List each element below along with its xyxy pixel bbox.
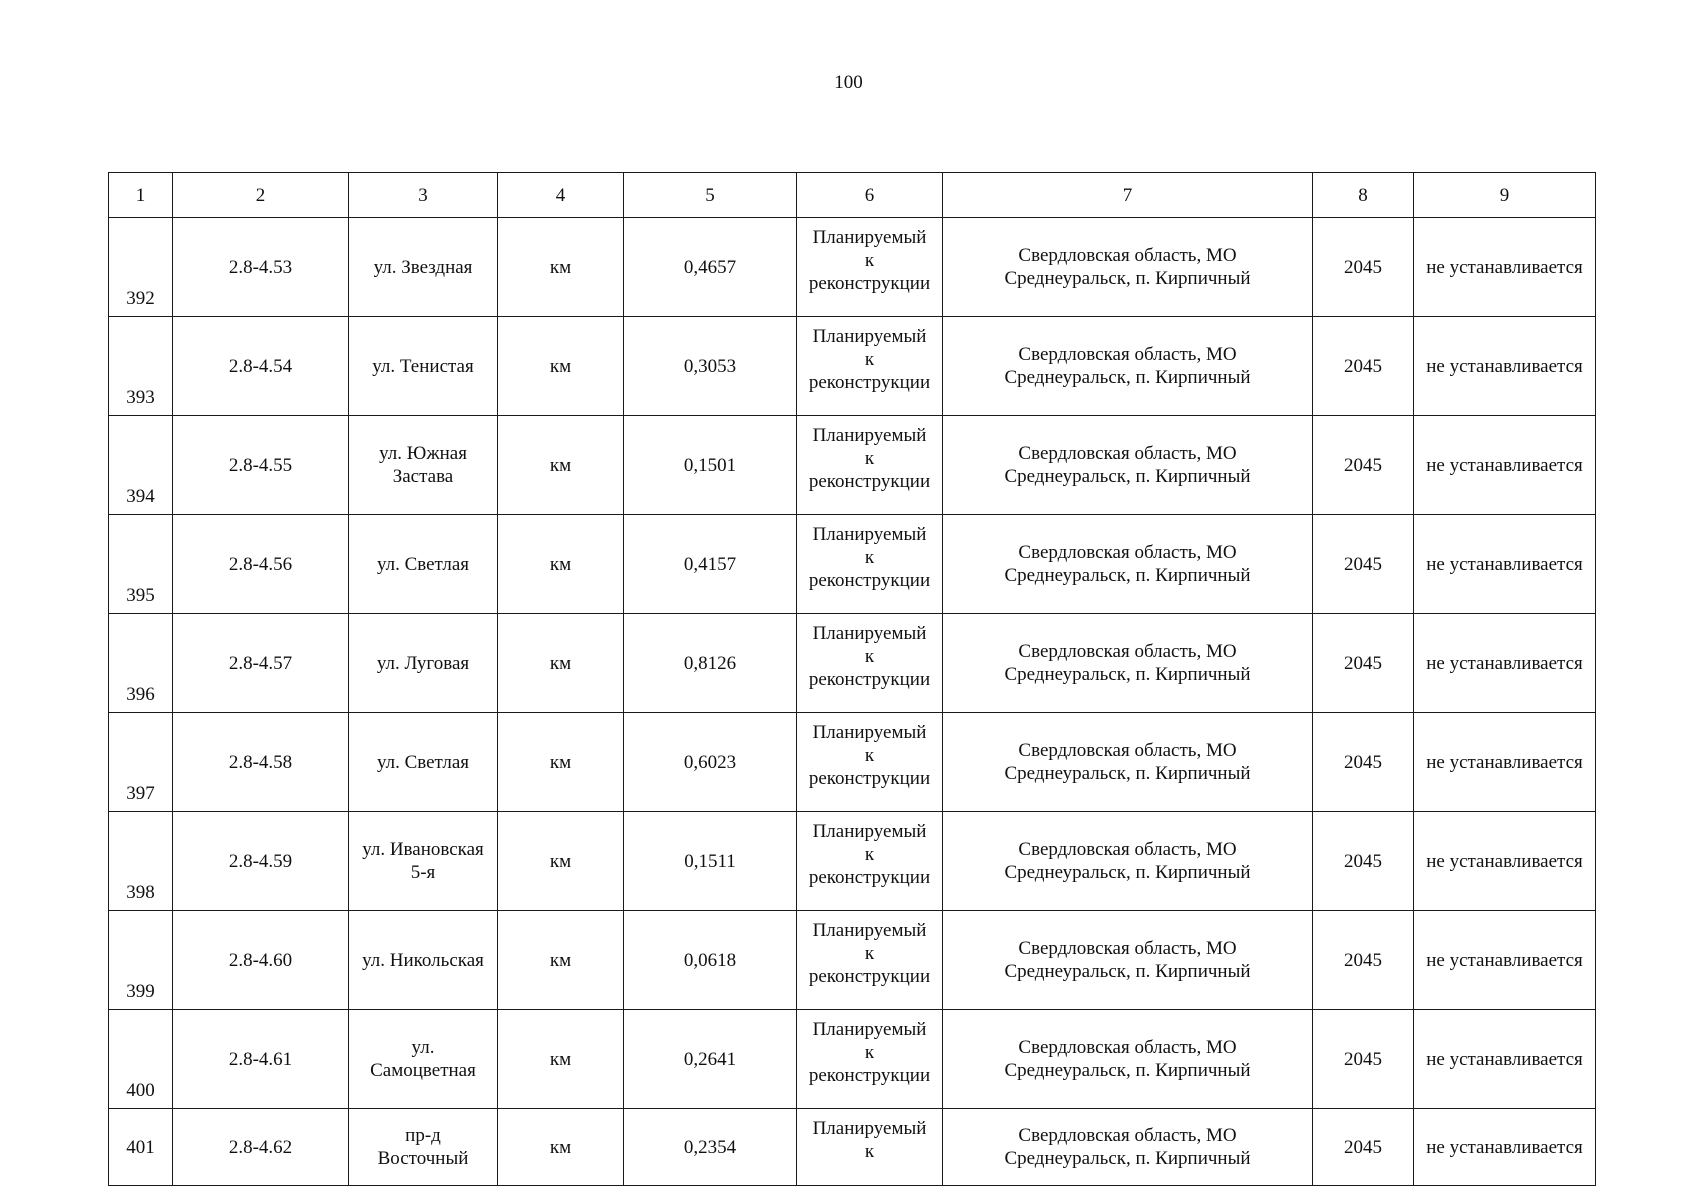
object-code-cell (173, 713, 349, 812)
object-code-cell (173, 515, 349, 614)
year-cell (1313, 416, 1414, 515)
object-code-cell-text: 2.8-4.53 (228, 256, 293, 278)
year-cell-text: 2045 (1344, 355, 1382, 377)
column-header: 9 (1414, 173, 1596, 218)
unit-cell-text: км (549, 1048, 572, 1070)
length-value-cell (624, 911, 797, 1010)
unit-cell (498, 218, 624, 317)
object-code-cell (173, 1109, 349, 1186)
location-cell-text: Свердловская область, МО Среднеуральск, п. Кирпичный (1004, 1037, 1251, 1081)
row-number-cell-text: 393 (126, 387, 155, 408)
zone-cell (1414, 713, 1596, 812)
status-cell-text: Планируемый к реконструкции (808, 920, 931, 987)
location-cell (943, 218, 1313, 317)
row-number-cell-text: 395 (126, 585, 155, 606)
row-number-cell-text: 401 (126, 1136, 155, 1158)
year-cell (1313, 812, 1414, 911)
object-code-cell-text: 2.8-4.58 (228, 751, 293, 773)
length-value-cell-text: 0,4157 (683, 553, 737, 575)
location-cell (943, 812, 1313, 911)
location-cell (943, 416, 1313, 515)
row-number-cell (109, 614, 173, 713)
object-code-cell-text: 2.8-4.57 (228, 652, 293, 674)
object-code-cell (173, 614, 349, 713)
object-name-cell-text: ул. Тенистая (372, 355, 474, 377)
unit-cell-text: км (549, 454, 572, 476)
row-number-cell (109, 1109, 173, 1186)
year-cell (1313, 218, 1414, 317)
length-value-cell (624, 812, 797, 911)
column-header: 3 (349, 173, 498, 218)
table-row (109, 614, 1596, 713)
unit-cell (498, 911, 624, 1010)
zone-cell (1414, 812, 1596, 911)
zone-cell (1414, 1109, 1596, 1186)
location-cell (943, 614, 1313, 713)
object-name-cell-text: ул. Никольская (362, 949, 484, 971)
table-row (109, 515, 1596, 614)
length-value-cell-text: 0,2641 (683, 1048, 737, 1070)
length-value-cell-text: 0,4657 (683, 256, 737, 278)
object-name-cell (349, 812, 498, 911)
unit-cell-text: км (549, 652, 572, 674)
unit-cell-text: км (549, 553, 572, 575)
location-cell-text: Свердловская область, МО Среднеуральск, п. Кирпичный (1004, 740, 1251, 784)
zone-cell-text: не устанавливается (1426, 949, 1583, 971)
table-row (109, 713, 1596, 812)
object-name-cell (349, 317, 498, 416)
object-code-cell-text: 2.8-4.62 (228, 1136, 293, 1158)
zone-cell (1414, 515, 1596, 614)
object-name-cell-text: пр-д Восточный (377, 1125, 469, 1169)
status-cell (797, 1109, 943, 1186)
length-value-cell (624, 614, 797, 713)
location-cell-text: Свердловская область, МО Среднеуральск, п. Кирпичный (1004, 344, 1251, 388)
length-value-cell (624, 1010, 797, 1109)
status-cell (797, 713, 943, 812)
row-number-cell (109, 515, 173, 614)
zone-cell-text: не устанавливается (1426, 751, 1583, 773)
status-cell (797, 812, 943, 911)
status-cell-text: Планируемый к реконструкции (808, 326, 931, 393)
column-header: 8 (1313, 173, 1414, 218)
status-cell (797, 218, 943, 317)
status-cell-text: Планируемый к реконструкции (808, 722, 931, 789)
zone-cell (1414, 1010, 1596, 1109)
status-cell (797, 1010, 943, 1109)
table-row (109, 1010, 1596, 1109)
year-cell-text: 2045 (1344, 949, 1382, 971)
row-number-cell (109, 218, 173, 317)
column-header: 2 (173, 173, 349, 218)
object-code-cell-text: 2.8-4.56 (228, 553, 293, 575)
column-header: 4 (498, 173, 624, 218)
year-cell-text: 2045 (1344, 553, 1382, 575)
length-value-cell (624, 218, 797, 317)
object-code-cell (173, 911, 349, 1010)
zone-cell-text: не устанавливается (1426, 652, 1583, 674)
zone-cell-text: не устанавливается (1426, 454, 1583, 476)
object-name-cell-text: ул. Самоцветная (370, 1037, 476, 1081)
unit-cell-text: км (549, 1136, 572, 1158)
object-code-cell-text: 2.8-4.60 (228, 949, 293, 971)
table-row (109, 416, 1596, 515)
object-name-cell-text: ул. Звездная (373, 256, 473, 278)
status-cell-text: Планируемый к реконструкции (808, 1019, 931, 1086)
location-cell-text: Свердловская область, МО Среднеуральск, п. Кирпичный (1004, 245, 1251, 289)
table-row (109, 317, 1596, 416)
zone-cell-text: не устанавливается (1426, 1136, 1583, 1158)
unit-cell (498, 812, 624, 911)
unit-cell (498, 1109, 624, 1186)
status-cell (797, 911, 943, 1010)
year-cell-text: 2045 (1344, 652, 1382, 674)
object-name-cell (349, 218, 498, 317)
status-cell (797, 416, 943, 515)
length-value-cell-text: 0,2354 (683, 1136, 737, 1158)
location-cell-text: Свердловская область, МО Среднеуральск, п. Кирпичный (1004, 641, 1251, 685)
unit-cell-text: км (549, 850, 572, 872)
year-cell-text: 2045 (1344, 454, 1382, 476)
location-cell-text: Свердловская область, МО Среднеуральск, п. Кирпичный (1004, 938, 1251, 982)
year-cell (1313, 614, 1414, 713)
unit-cell (498, 713, 624, 812)
road-objects-table (108, 172, 1596, 1186)
zone-cell (1414, 218, 1596, 317)
table-row (109, 911, 1596, 1010)
object-name-cell-text: ул. Южная Застава (379, 443, 467, 487)
year-cell (1313, 317, 1414, 416)
object-name-cell (349, 713, 498, 812)
object-name-cell-text: ул. Луговая (376, 652, 470, 674)
unit-cell (498, 1010, 624, 1109)
object-name-cell (349, 416, 498, 515)
location-cell (943, 317, 1313, 416)
zone-cell (1414, 614, 1596, 713)
row-number-cell-text: 392 (126, 288, 155, 309)
object-name-cell-text: ул. Светлая (376, 751, 470, 773)
object-name-cell-text: ул. Ивановская 5-я (362, 839, 484, 883)
length-value-cell-text: 0,8126 (683, 652, 737, 674)
unit-cell-text: км (549, 256, 572, 278)
page-number: 100 (834, 72, 863, 93)
row-number-cell (109, 812, 173, 911)
location-cell-text: Свердловская область, МО Среднеуральск, п. Кирпичный (1004, 542, 1251, 586)
year-cell-text: 2045 (1344, 850, 1382, 872)
year-cell-text: 2045 (1344, 256, 1382, 278)
location-cell-text: Свердловская область, МО Среднеуральск, п. Кирпичный (1004, 839, 1251, 883)
object-code-cell (173, 317, 349, 416)
unit-cell (498, 515, 624, 614)
length-value-cell-text: 0,1501 (683, 454, 737, 476)
location-cell (943, 911, 1313, 1010)
object-name-cell (349, 515, 498, 614)
location-cell-text: Свердловская область, МО Среднеуральск, п. Кирпичный (1004, 443, 1251, 487)
zone-cell-text: не устанавливается (1426, 553, 1583, 575)
column-header: 5 (624, 173, 797, 218)
year-cell-text: 2045 (1344, 1136, 1382, 1158)
object-code-cell (173, 218, 349, 317)
status-cell-text: Планируемый к реконструкции (808, 425, 931, 492)
location-cell (943, 713, 1313, 812)
length-value-cell (624, 515, 797, 614)
row-number-cell-text: 397 (126, 783, 155, 804)
year-cell (1313, 713, 1414, 812)
length-value-cell-text: 0,0618 (683, 949, 737, 971)
object-code-cell-text: 2.8-4.55 (228, 454, 293, 476)
location-cell (943, 1109, 1313, 1186)
object-name-cell (349, 1109, 498, 1186)
table-row (109, 218, 1596, 317)
status-cell-text: Планируемый к реконструкции (808, 524, 931, 591)
zone-cell (1414, 911, 1596, 1010)
status-cell (797, 614, 943, 713)
unit-cell (498, 416, 624, 515)
row-number-cell-text: 396 (126, 684, 155, 705)
table-row (109, 1109, 1596, 1186)
row-number-cell (109, 1010, 173, 1109)
row-number-cell-text: 399 (126, 981, 155, 1002)
length-value-cell (624, 713, 797, 812)
object-name-cell-text: ул. Светлая (376, 553, 470, 575)
object-code-cell (173, 416, 349, 515)
zone-cell (1414, 416, 1596, 515)
zone-cell-text: не устанавливается (1426, 1048, 1583, 1070)
status-cell-text: Планируемый к (812, 1118, 927, 1162)
status-cell-text: Планируемый к реконструкции (808, 623, 931, 690)
length-value-cell (624, 1109, 797, 1186)
location-cell (943, 1010, 1313, 1109)
zone-cell (1414, 317, 1596, 416)
row-number-cell-text: 400 (126, 1080, 155, 1101)
zone-cell-text: не устанавливается (1426, 850, 1583, 872)
column-header: 7 (943, 173, 1313, 218)
object-code-cell-text: 2.8-4.61 (228, 1048, 293, 1070)
row-number-cell (109, 416, 173, 515)
year-cell (1313, 515, 1414, 614)
length-value-cell (624, 416, 797, 515)
zone-cell-text: не устанавливается (1426, 256, 1583, 278)
unit-cell (498, 317, 624, 416)
location-cell-text: Свердловская область, МО Среднеуральск, п. Кирпичный (1004, 1125, 1251, 1169)
year-cell (1313, 1109, 1414, 1186)
unit-cell-text: км (549, 751, 572, 773)
year-cell-text: 2045 (1344, 751, 1382, 773)
object-name-cell (349, 1010, 498, 1109)
length-value-cell-text: 0,1511 (684, 850, 736, 872)
object-code-cell (173, 812, 349, 911)
unit-cell (498, 614, 624, 713)
row-number-cell-text: 394 (126, 486, 155, 507)
row-number-cell-text: 398 (126, 882, 155, 903)
table-row (109, 812, 1596, 911)
zone-cell-text: не устанавливается (1426, 355, 1583, 377)
object-code-cell-text: 2.8-4.54 (228, 355, 293, 377)
object-name-cell (349, 911, 498, 1010)
length-value-cell-text: 0,6023 (683, 751, 737, 773)
location-cell (943, 515, 1313, 614)
row-number-cell (109, 911, 173, 1010)
table-header-row (109, 173, 1596, 218)
column-header: 1 (109, 173, 173, 218)
length-value-cell (624, 317, 797, 416)
object-code-cell-text: 2.8-4.59 (228, 850, 293, 872)
unit-cell-text: км (549, 949, 572, 971)
status-cell (797, 515, 943, 614)
length-value-cell-text: 0,3053 (683, 355, 737, 377)
year-cell (1313, 911, 1414, 1010)
year-cell (1313, 1010, 1414, 1109)
year-cell-text: 2045 (1344, 1048, 1382, 1070)
status-cell (797, 317, 943, 416)
row-number-cell (109, 713, 173, 812)
object-name-cell (349, 614, 498, 713)
column-header: 6 (797, 173, 943, 218)
status-cell-text: Планируемый к реконструкции (808, 227, 931, 294)
status-cell-text: Планируемый к реконструкции (808, 821, 931, 888)
object-code-cell (173, 1010, 349, 1109)
row-number-cell (109, 317, 173, 416)
unit-cell-text: км (549, 355, 572, 377)
